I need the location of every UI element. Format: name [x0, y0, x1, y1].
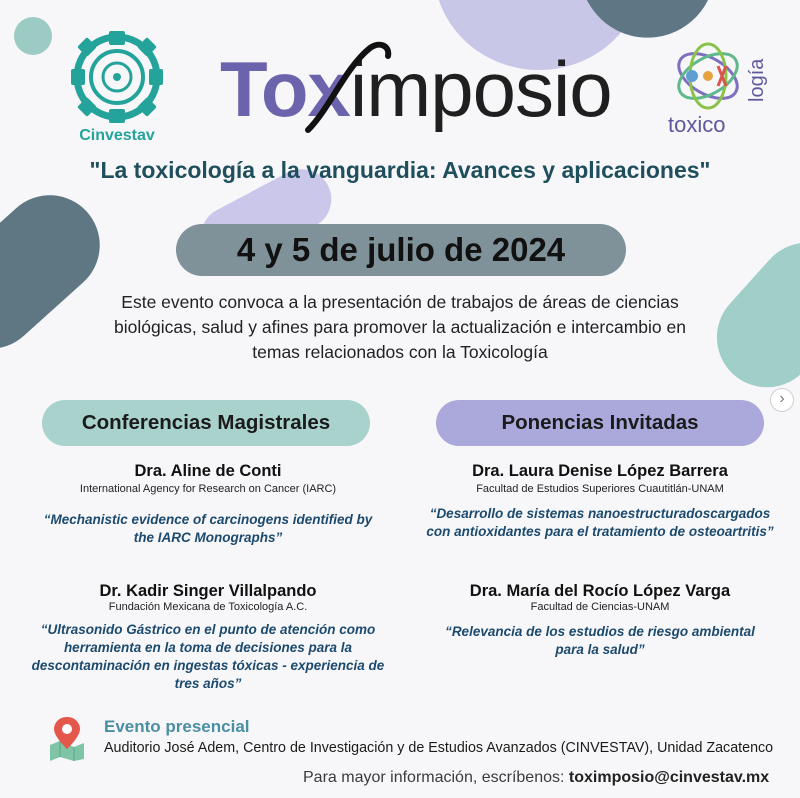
intro-text: Este evento convoca a la presentación de trabajos de áreas de ciencias biológicas, salud y afines para promover la actualización e intercambio en temas relacionados con la Toxicología	[114, 292, 686, 362]
section-ponencias: Ponencias Invitadas	[436, 400, 764, 446]
event-date: 4 y 5 de julio de 2024	[236, 231, 566, 268]
talk-title: “Desarrollo de sistemas nanoestructuradoscargados con antioxidantes para el tratamiento de osteoartritis”	[426, 506, 774, 539]
title-suffix: imposio	[349, 45, 612, 133]
speaker-name: Dra. Laura Denise López Barrera	[472, 462, 728, 480]
speaker-block	[410, 462, 790, 541]
speaker-name: Dra. Aline de Conti	[134, 462, 282, 480]
speaker-name: Dra. María del Rocío López Varga	[469, 582, 731, 600]
chevron-right-icon[interactable]: ›	[770, 388, 794, 412]
contact-line	[303, 769, 769, 787]
speaker-affiliation: Fundación Mexicana de Toxicología A.C.	[108, 601, 308, 613]
contact-email[interactable]: toximposio@cinvestav.mx	[568, 769, 770, 786]
toxicologia-word: toxico	[668, 112, 726, 137]
cinvestav-label: Cinvestav	[79, 127, 155, 144]
date-badge	[176, 224, 626, 276]
decor-circle	[14, 17, 52, 55]
contact-prefix: Para mayor información, escríbenos:	[303, 769, 569, 786]
speaker-affiliation: Facultad de Ciencias-UNAM	[530, 601, 670, 613]
event-title	[220, 44, 612, 144]
map-pin-icon	[46, 715, 88, 761]
title-prefix: Tox	[220, 45, 350, 133]
decor-blob-right	[696, 222, 800, 408]
speaker-name: Dr. Kadir Singer Villalpando	[99, 582, 317, 600]
speaker-affiliation: International Agency for Research on Cancer (IARC)	[79, 483, 337, 495]
talk-title: “Ultrasonido Gástrico en el punto de atención como herramienta en la toma de decisiones para la descontaminación en ingestas tóxicas - experiencia de tres años”	[31, 622, 385, 691]
talk-title: “Relevancia de los estudios de riesgo ambiental para la salud”	[445, 624, 755, 657]
speaker-affiliation: Facultad de Estudios Superiores Cuautitlán-UNAM	[476, 483, 724, 495]
title-swoosh-icon	[300, 38, 400, 138]
speaker-block	[18, 462, 398, 547]
location-address: Auditorio José Adem, Centro de Investigación y de Estudios Avanzados (CINVESTAV), Unidad Zacatenco	[104, 740, 774, 756]
event-subtitle: "La toxicología a la vanguardia: Avances y aplicaciones"	[89, 157, 711, 183]
speaker-block	[18, 582, 398, 693]
talk-title: “Mechanistic evidence of carcinogens identified by the IARC Monographs”	[43, 512, 373, 545]
speaker-block	[410, 582, 790, 659]
toxicologia-vertical: logía	[746, 58, 768, 102]
toxicologia-logo	[668, 36, 748, 116]
location-title: Evento presencial	[104, 717, 250, 736]
section-conferencias: Conferencias Magistrales	[42, 400, 370, 446]
